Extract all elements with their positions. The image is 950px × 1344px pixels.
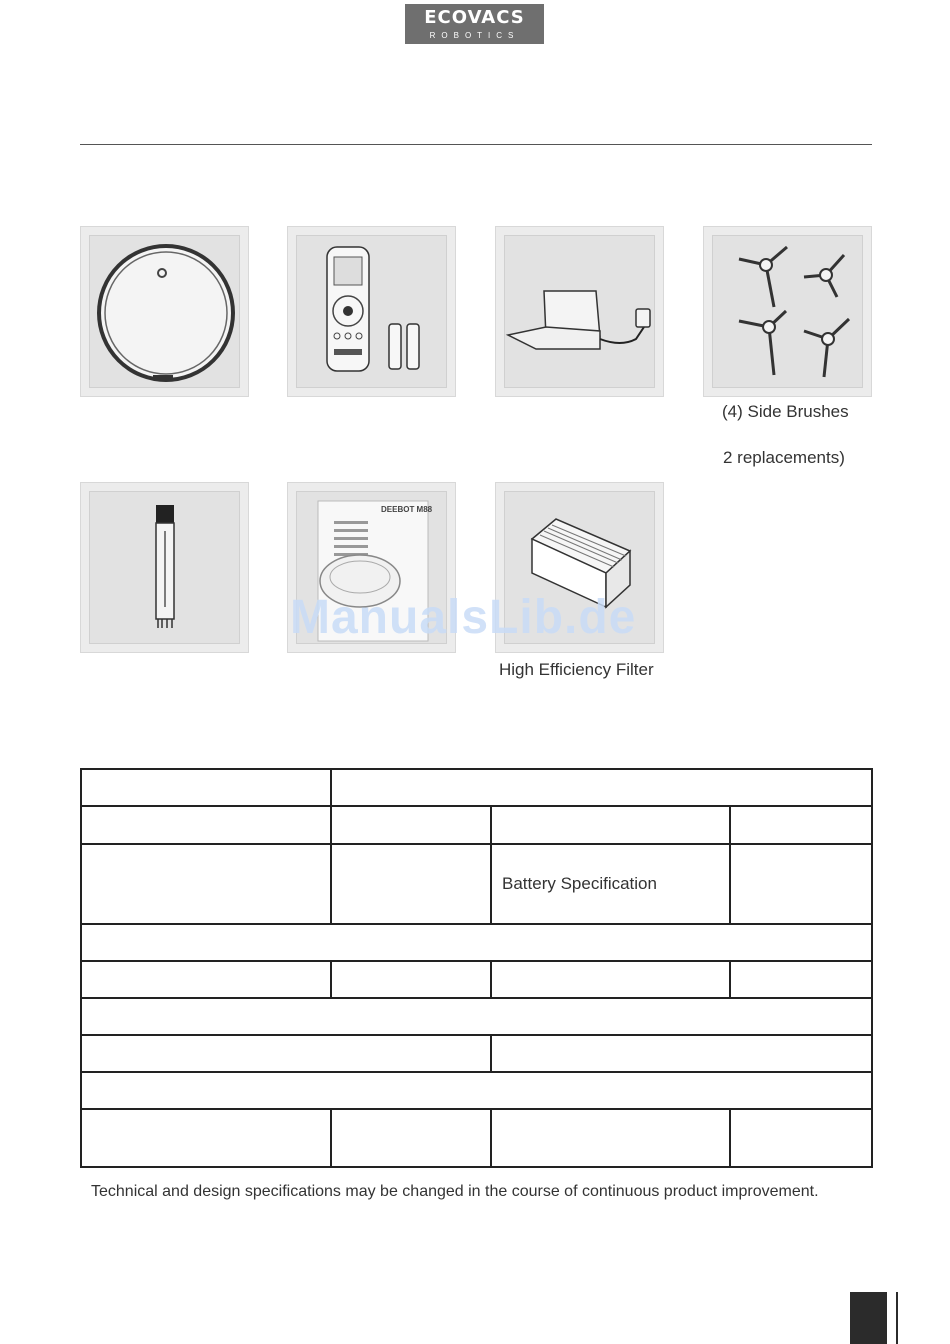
table-cell	[81, 806, 331, 844]
table-row	[81, 1109, 872, 1167]
table-cell	[331, 1109, 491, 1167]
table-cell	[81, 961, 331, 998]
table-cell	[491, 806, 730, 844]
table-cell	[81, 1072, 872, 1109]
table-cell	[730, 1109, 872, 1167]
table-row	[81, 998, 872, 1035]
table-row	[81, 806, 872, 844]
table-cell	[81, 844, 331, 924]
table-cell	[81, 1035, 491, 1072]
table-cell	[81, 998, 872, 1035]
manual-title-text: DEEBOT M88	[381, 505, 433, 514]
robot-vacuum-icon	[81, 227, 250, 398]
side-brushes-caption-note: 2 replacements)	[723, 448, 845, 467]
logo-brand-text: ECOVACS	[424, 7, 525, 28]
battery-specification-label: Battery Specification	[491, 844, 730, 924]
table-cell	[331, 844, 491, 924]
table-row	[81, 1072, 872, 1109]
cleaning-tool-icon	[81, 483, 250, 654]
specification-footnote: Technical and design specifications may be changed in the course of continuous product improvement.	[91, 1183, 819, 1200]
table-cell	[491, 1035, 872, 1072]
page-edge-bar	[896, 1292, 898, 1344]
table-cell	[730, 844, 872, 924]
remote-control-icon	[288, 227, 457, 398]
charging-dock-tile	[495, 226, 664, 397]
table-cell	[331, 806, 491, 844]
table-cell	[81, 769, 331, 806]
logo-sub-text: ROBOTICS	[429, 31, 520, 40]
table-cell	[331, 961, 491, 998]
table-cell	[331, 769, 872, 806]
watermark-text: ManualsLib.de	[290, 591, 637, 644]
side-brushes-caption: (4) Side Brushes	[722, 402, 849, 421]
page-number-tab	[850, 1292, 887, 1344]
table-row	[81, 769, 872, 806]
table-cell	[491, 1109, 730, 1167]
filter-caption: High Efficiency Filter	[499, 660, 654, 679]
table-row	[81, 961, 872, 998]
table-cell	[81, 924, 872, 961]
table-row	[81, 844, 872, 924]
table-row	[81, 924, 872, 961]
robot-vacuum-tile	[80, 226, 249, 397]
table-cell	[81, 1109, 331, 1167]
side-brushes-tile	[703, 226, 872, 397]
header-divider	[80, 144, 872, 145]
table-cell	[730, 961, 872, 998]
charging-dock-icon	[496, 227, 665, 398]
ecovacs-logo	[405, 4, 544, 44]
table-row	[81, 1035, 872, 1072]
cleaning-tool-tile	[80, 482, 249, 653]
table-cell	[491, 961, 730, 998]
remote-control-tile	[287, 226, 456, 397]
table-cell	[730, 806, 872, 844]
specification-table	[80, 768, 873, 1168]
side-brushes-icon	[704, 227, 873, 398]
